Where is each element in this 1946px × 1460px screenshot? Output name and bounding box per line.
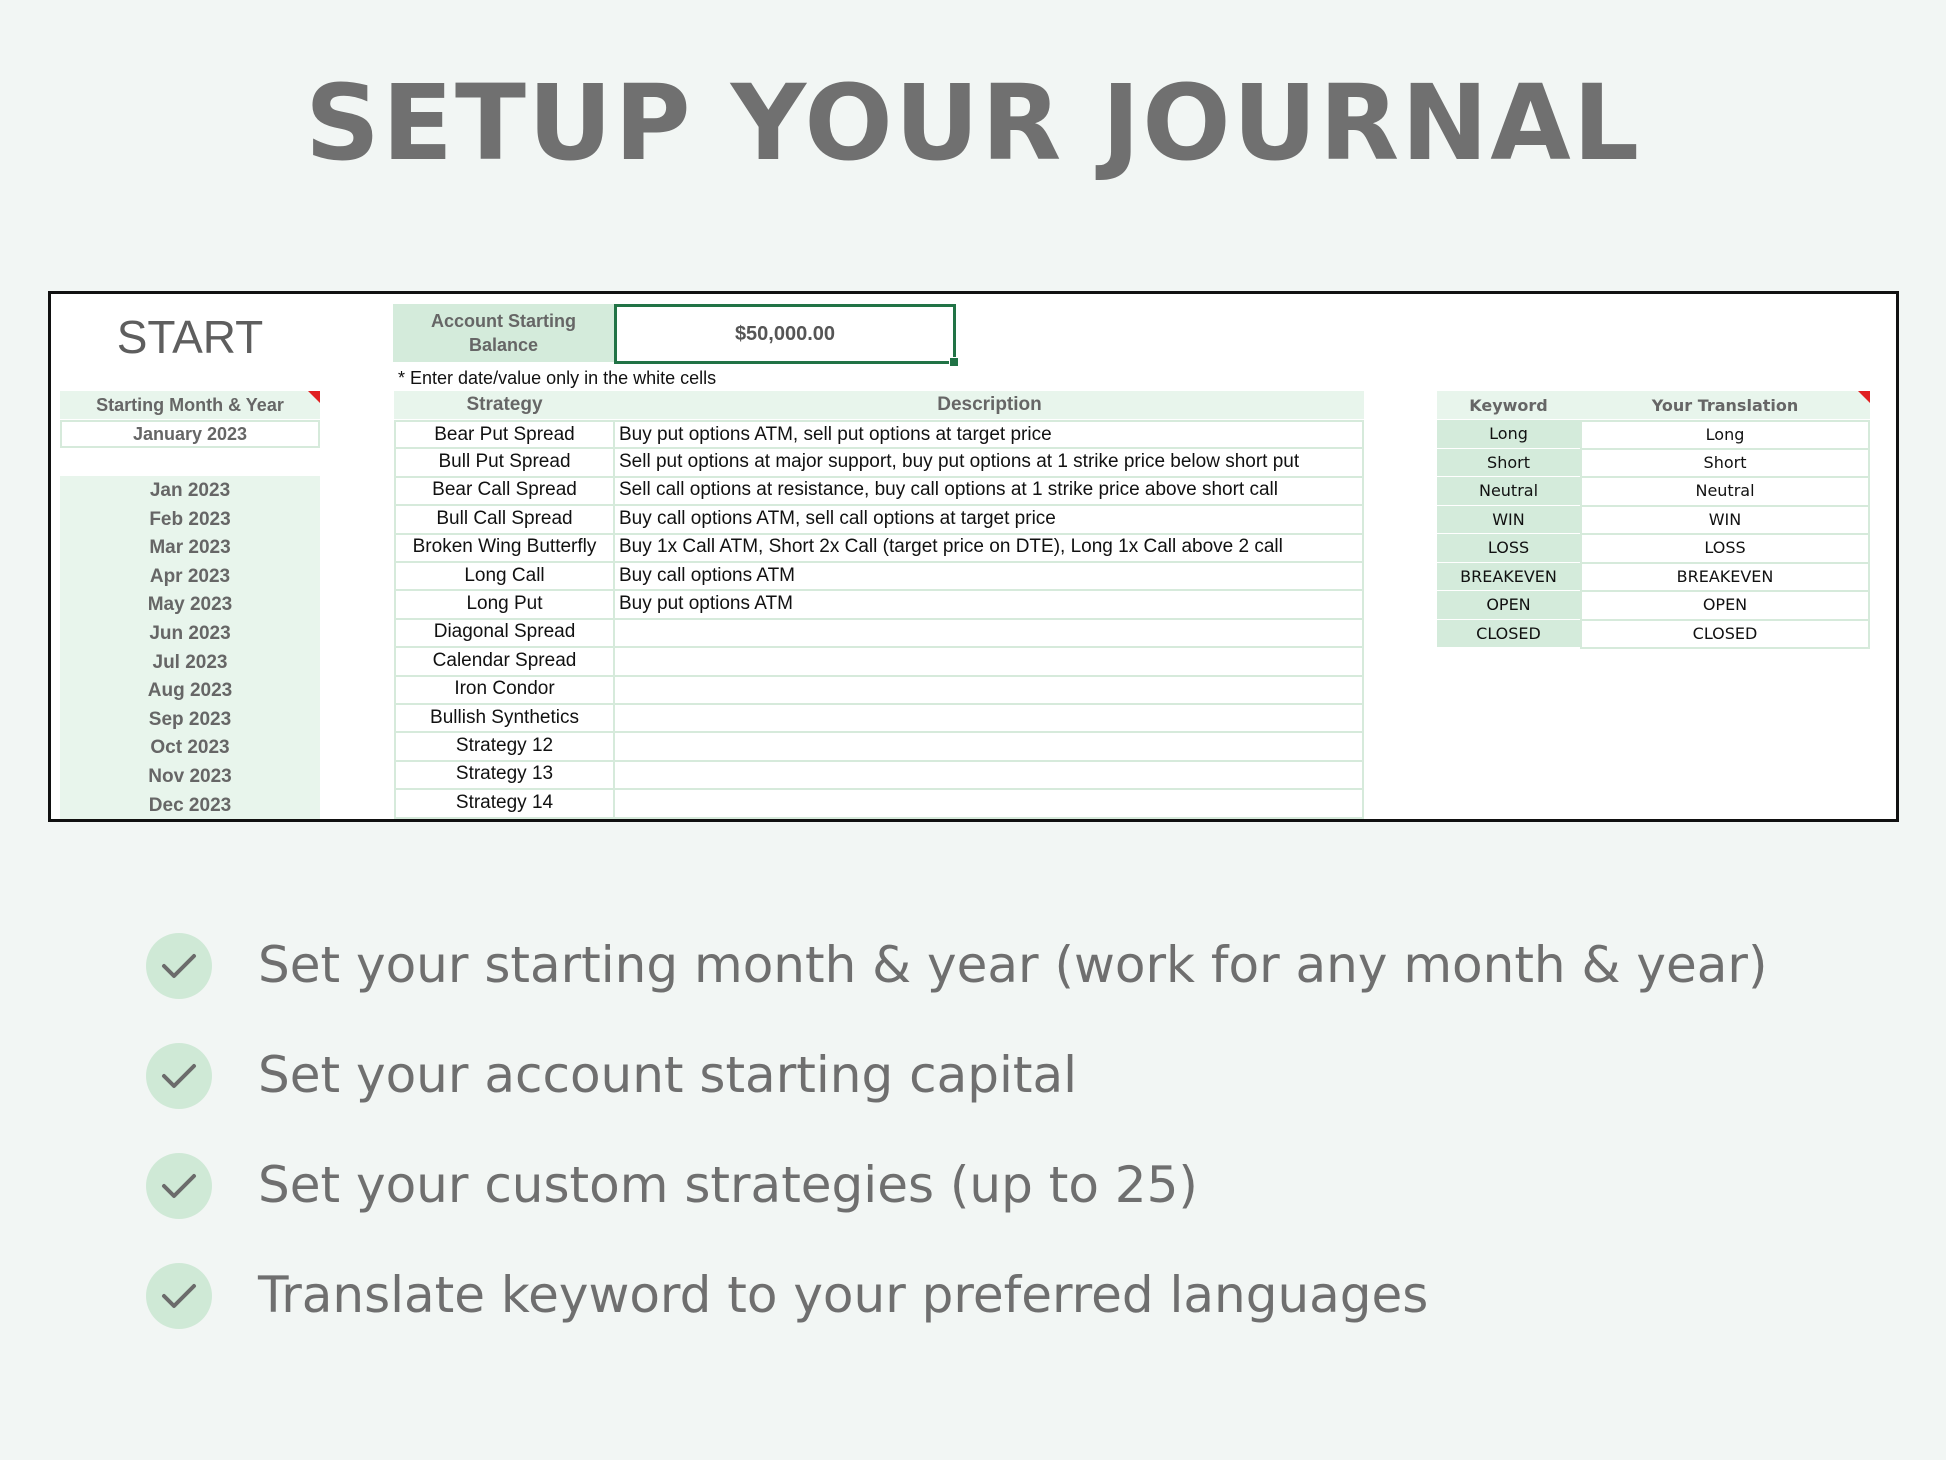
keyword-cell: LOSS [1437,534,1580,562]
comment-marker-icon [308,391,320,403]
description-cell[interactable]: Buy put options ATM, sell put options at target price [613,420,1364,449]
keyword-cell: Short [1437,449,1580,477]
strategy-cell[interactable]: Long Put [394,590,615,619]
feature-item [146,1260,1846,1330]
month-item: May 2023 [147,594,233,616]
keyword-cell: BREAKEVEN [1437,563,1580,591]
keyword-cell: WIN [1437,506,1580,534]
description-cell[interactable]: Buy call options ATM, sell call options at target price [613,505,1364,534]
strategy-cell[interactable]: Bear Call Spread [394,477,615,506]
description-cell[interactable] [613,789,1364,818]
description-cell[interactable] [613,676,1364,705]
month-item: Sep 2023 [148,708,232,730]
keyword-cell: Neutral [1437,477,1580,505]
starting-month-label: Starting Month & Year [60,391,320,419]
feature-text: Set your custom strategies (up to 25) [258,1156,1198,1214]
description-cell[interactable]: Buy 1x Call ATM, Short 2x Call (target price on DTE), Long 1x Call above 2 call [613,534,1364,563]
comment-marker-icon [1858,391,1870,403]
page-title: SETUP YOUR JOURNAL [305,62,1641,184]
check-icon [146,1263,212,1329]
account-balance-label: Account Starting Balance [393,304,614,362]
month-item: Mar 2023 [149,537,231,559]
month-item: Feb 2023 [149,508,231,530]
strategy-cell[interactable]: Iron Condor [394,676,615,705]
strategy-cell[interactable]: Long Call [394,562,615,591]
description-cell[interactable] [613,704,1364,733]
feature-item [146,1150,1846,1220]
description-header: Description [615,391,1364,419]
entry-note: * Enter date/value only in the white cells [398,367,717,388]
month-item: Jan 2023 [149,480,231,501]
spreadsheet-preview [48,291,1899,822]
strategy-cell[interactable]: Strategy 13 [394,761,615,790]
starting-month-input[interactable]: January 2023 [60,420,320,448]
translation-cell[interactable]: LOSS [1580,534,1870,564]
keyword-header: Keyword [1437,391,1580,419]
feature-text: Translate keyword to your preferred languages [258,1266,1429,1324]
month-item: Jun 2023 [149,623,231,644]
month-list [60,476,320,822]
strategy-cell[interactable]: Calendar Spread [394,647,615,676]
strategy-cell[interactable]: Bear Put Spread [394,420,615,449]
fill-handle[interactable] [949,357,959,367]
translation-cell[interactable]: Neutral [1580,477,1870,507]
month-item: Oct 2023 [150,737,230,759]
feature-item [146,1040,1846,1110]
strategy-cell[interactable]: Bull Call Spread [394,505,615,534]
translation-cell[interactable]: BREAKEVEN [1580,563,1870,593]
translation-header: Your Translation [1580,391,1870,419]
description-cell[interactable] [613,732,1364,761]
strategy-cell[interactable]: Bull Put Spread [394,448,615,477]
strategy-cell[interactable]: Strategy 12 [394,732,615,761]
feature-text: Set your starting month & year (work for any month & year) [258,936,1768,994]
description-cell[interactable]: Sell call options at resistance, buy call options at 1 strike price above short call [613,477,1364,506]
check-icon [146,933,212,999]
start-label: START [116,311,264,363]
month-item: Apr 2023 [149,565,231,587]
translation-cell[interactable]: CLOSED [1580,620,1870,650]
description-cell[interactable]: Sell put options at major support, buy put options at 1 strike price below short put [613,448,1364,477]
keyword-cell: OPEN [1437,591,1580,619]
description-cell[interactable] [613,619,1364,648]
check-icon [146,1043,212,1109]
month-item: Aug 2023 [147,680,233,702]
strategy-cell[interactable]: Strategy 14 [394,789,615,818]
strategy-header: Strategy [394,391,615,419]
month-item: Nov 2023 [148,766,232,787]
month-item: Jul 2023 [152,651,228,673]
description-cell[interactable] [613,647,1364,676]
account-balance-input[interactable] [614,304,956,364]
feature-item [146,930,1846,1000]
keyword-cell: CLOSED [1437,620,1580,648]
account-balance-value: $50,000.00 [734,322,836,345]
description-cell[interactable] [613,761,1364,790]
translation-cell[interactable]: OPEN [1580,591,1870,621]
keyword-cell: Long [1437,420,1580,448]
feature-text: Set your account starting capital [258,1046,1077,1104]
strategy-cell[interactable]: Diagonal Spread [394,619,615,648]
description-cell[interactable]: Buy call options ATM [613,562,1364,591]
month-item: Dec 2023 [148,794,232,816]
description-cell[interactable]: Buy put options ATM [613,590,1364,619]
check-icon [146,1153,212,1219]
translation-cell[interactable]: Long [1580,420,1870,450]
translation-cell[interactable]: WIN [1580,506,1870,536]
translation-cell[interactable]: Short [1580,449,1870,479]
strategy-cell[interactable]: Broken Wing Butterfly [394,534,615,563]
strategy-cell[interactable]: Bullish Synthetics [394,704,615,733]
